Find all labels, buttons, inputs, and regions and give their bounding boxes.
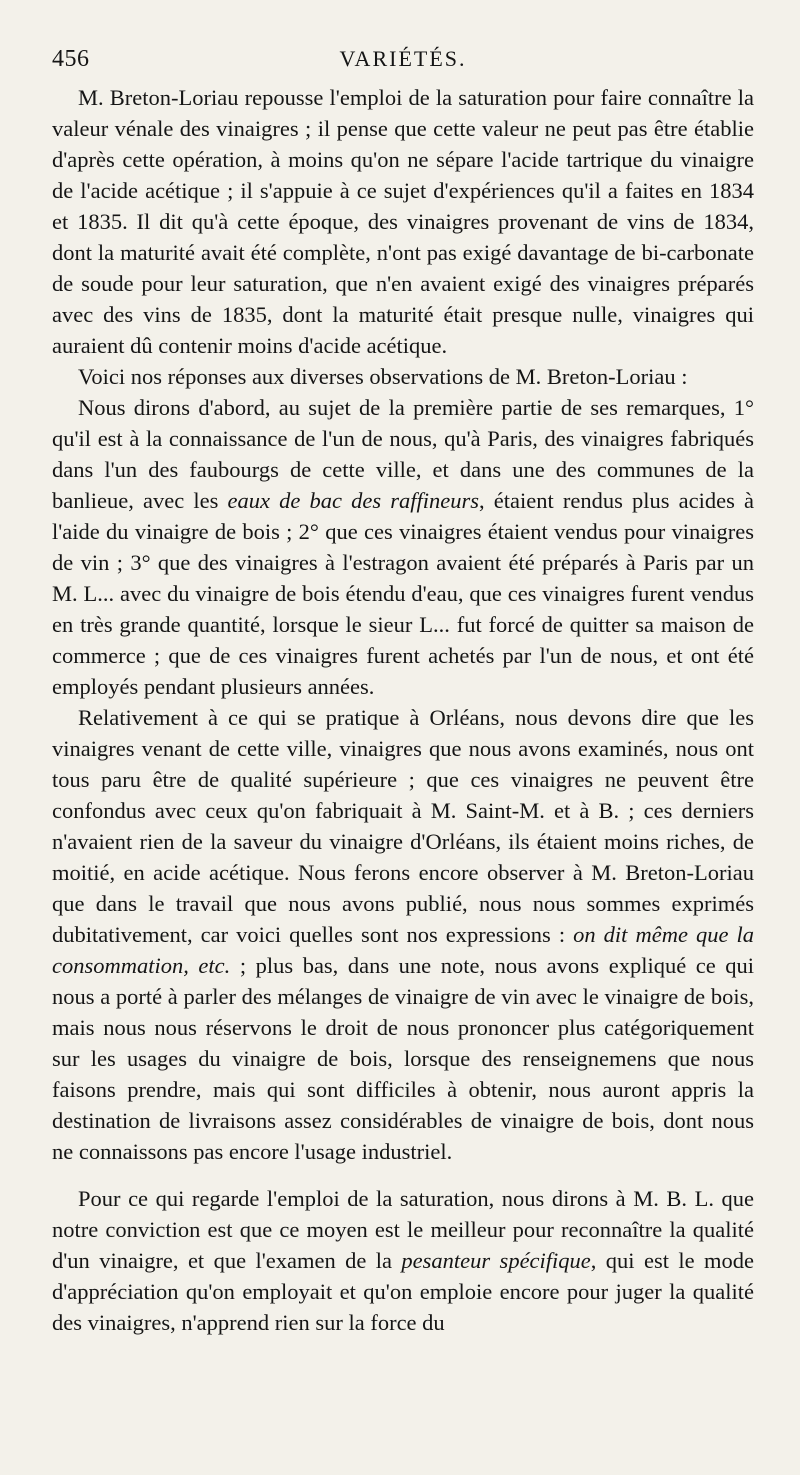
italic-phrase: pesanteur spécifique (401, 1248, 591, 1273)
italic-phrase: eaux de bac des raffineurs (227, 488, 479, 513)
text-run: Relativement à ce qui se pratique à Orléans, nous devons dire que les vinaigres venant de cette ville, vinaigres que nous avons examinés, nous ont tous paru être de qualité supérieure ; que ces vinaigres ne peuvent être confondus avec ceux qu'on fabriquait à M. Saint-M. et à B. ; ces derniers n'avaient rien de la saveur du vinaigre d'Orléans, ils étaient moins riches, de moitié, en acide acétique. Nous ferons encore observer à M. Breton-Loriau que dans le travail que nous avons publié, nous nous sommes exprimés dubitativement, car voici quelles sont nos expressions : (52, 705, 754, 947)
page-number: 456 (52, 46, 90, 72)
text-run: Pour ce qui regarde l'emploi de la saturation, nous dirons à M. B. L. que notre conviction est que ce moyen est le meilleur pour reconnaître la qualité d'un vinaigre, et que l'examen de la (52, 1186, 754, 1273)
text-run: ; plus bas, dans une note, nous avons expliqué ce qui nous a porté à parler des mélanges de vinaigre de vin avec le vinaigre de bois, mais nous nous réservons le droit de nous prononcer plus catégoriquement sur les usages du vinaigre de bois, lorsque des renseignemens que nous faisons prendre, mais qui sont difficiles à obtenir, nous auront appris la destination de livraisons assez considérables de vinaigre de bois, dont nous ne connaissons pas encore l'usage industriel. (52, 953, 755, 1164)
text-run: Nous dirons d'abord, au sujet de la première partie de ses remarques, 1° qu'il est à la connaissance de l'un de nous, qu'à Paris, des vinaigres fabriqués dans l'un des faubourgs de cette ville, et dans une des communes de la banlieue, avec les (52, 395, 754, 513)
paragraph-4 (52, 702, 754, 1167)
paragraph-3 (52, 392, 754, 702)
text-run: , qui est le mode d'appréciation qu'on employait et qu'on emploie encore pour juger la qualité des vinaigres, n'apprend rien sur la force du (52, 1248, 754, 1335)
paragraph-5 (52, 1183, 754, 1338)
page-header (52, 46, 754, 82)
paragraph-2 (52, 361, 754, 392)
text-run: Voici nos réponses aux diverses observations de M. Breton-Loriau : (78, 364, 688, 389)
running-title: VARIÉTÉS. (339, 46, 467, 71)
paragraph-1 (52, 82, 754, 361)
italic-phrase: on dit même que la consommation, etc. (52, 922, 755, 978)
text-run: M. Breton-Loriau repousse l'emploi de la saturation pour faire connaître la valeur vénale des vinaigres ; il pense que cette valeur ne peut pas être établie d'après cette opération, à moins qu'on ne sépare l'acide tartrique du vinaigre de l'acide acétique ; il s'appuie à ce sujet d'expériences qu'il a faites en 1834 et 1835. Il dit qu'à cette époque, des vinaigres provenant de vins de 1834, dont la maturité avait été complète, n'ont pas exigé davantage de bi-carbonate de soude pour leur saturation, que n'en avaient exigé des vinaigres préparés avec des vins de 1835, dont la maturité était presque nulle, vinaigres qui auraient dû contenir moins d'acide acétique. (52, 85, 754, 358)
article-text (52, 82, 754, 1338)
text-run: , étaient rendus plus acides à l'aide du vinaigre de bois ; 2° que ces vinaigres étaient vendus pour vinaigres de vin ; 3° que des vinaigres à l'estragon avaient été préparés à Paris par un M. L... avec du vinaigre de bois étendu d'eau, que ces vinaigres furent vendus en très grande quantité, lorsque le sieur L... fut forcé de quitter sa maison de commerce ; que de ces vinaigres furent achetés par l'un de nous, et ont été employés pendant plusieurs années. (52, 488, 754, 699)
